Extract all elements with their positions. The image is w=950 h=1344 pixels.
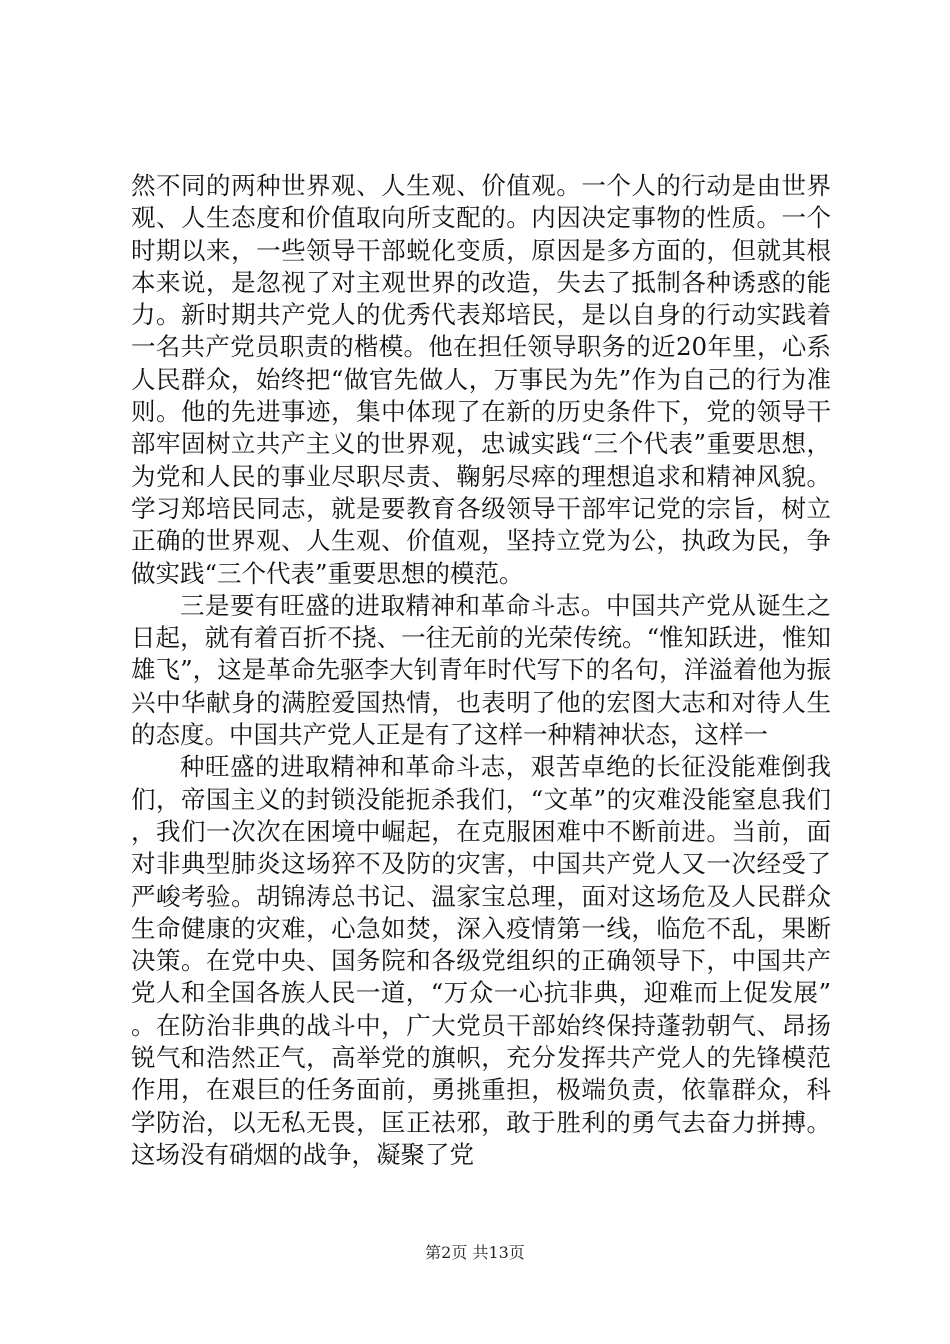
document-body xyxy=(131,170,831,1171)
paragraph-3: 种旺盛的进取精神和革命斗志，艰苦卓绝的长征没能难倒我们，帝国主义的封锁没能扼杀我们，“文革”的灾难没能窒息我们，我们一次次在困境中崛起，在克服困难中不断前进。当前，面对非典型肺炎这场猝不及防的灾害，中国共产党人又一次经受了严峻考验。胡锦涛总书记、温家宝总理，面对这场危及人民群众生命健康的灾难，心急如焚，深入疫情第一线，临危不乱，果断决策。在党中央、国务院和各级党组织的正确领导下，中国共产党人和全国各族人民一道，“万众一心抗非典，迎难而上促发展”。在防治非典的战斗中，广大党员干部始终保持蓬勃朝气、昂扬锐气和浩然正气，高举党的旗帜，充分发挥共产党人的先锋模范作用，在艰巨的任务面前，勇挑重担，极端负责，依靠群众，科学防治，以无私无畏，匡正祛邪，敢于胜利的勇气去奋力拼搏。这场没有硝烟的战争，凝聚了党 xyxy=(131,752,831,1169)
paragraph-2: 三是要有旺盛的进取精神和革命斗志。中国共产党从诞生之日起，就有着百折不挠、一往无前的光荣传统。“惟知跃进，惟知雄飞”，这是革命先驱李大钊青年时代写下的名句，洋溢着他为振兴中华献身的满腔爱国热情，也表明了他的宏图大志和对待人生的态度。中国共产党人正是有了这样一种精神状态，这样一 xyxy=(131,590,831,750)
page-footer: 第2页 共13页 xyxy=(425,1243,525,1262)
paragraph-1: 然不同的两种世界观、人生观、价值观。一个人的行动是由世界观、人生态度和价值取向所支配的。内因决定事物的性质。一个时期以来，一些领导干部蜕化变质，原因是多方面的，但就其根本来说，是忽视了对主观世界的改造，失去了抵制各种诱惑的能力。新时期共产党人的优秀代表郑培民，是以自身的行动实践着一名共产党员职责的楷模。他在担任领导职务的近20年里，心系人民群众，始终把“做官先做人，万事民为先”作为自己的行为准则。他的先进事迹，集中体现了在新的历史条件下，党的领导干部牢固树立共产主义的世界观，忠诚实践“三个代表”重要思想，为党和人民的事业尽职尽责、鞠躬尽瘁的理想追求和精神风貌。学习郑培民同志，就是要教育各级领导干部牢记党的宗旨，树立正确的世界观、人生观、价值观，坚持立党为公，执政为民，争做实践“三个代表”重要思想的模范。 xyxy=(131,171,831,588)
